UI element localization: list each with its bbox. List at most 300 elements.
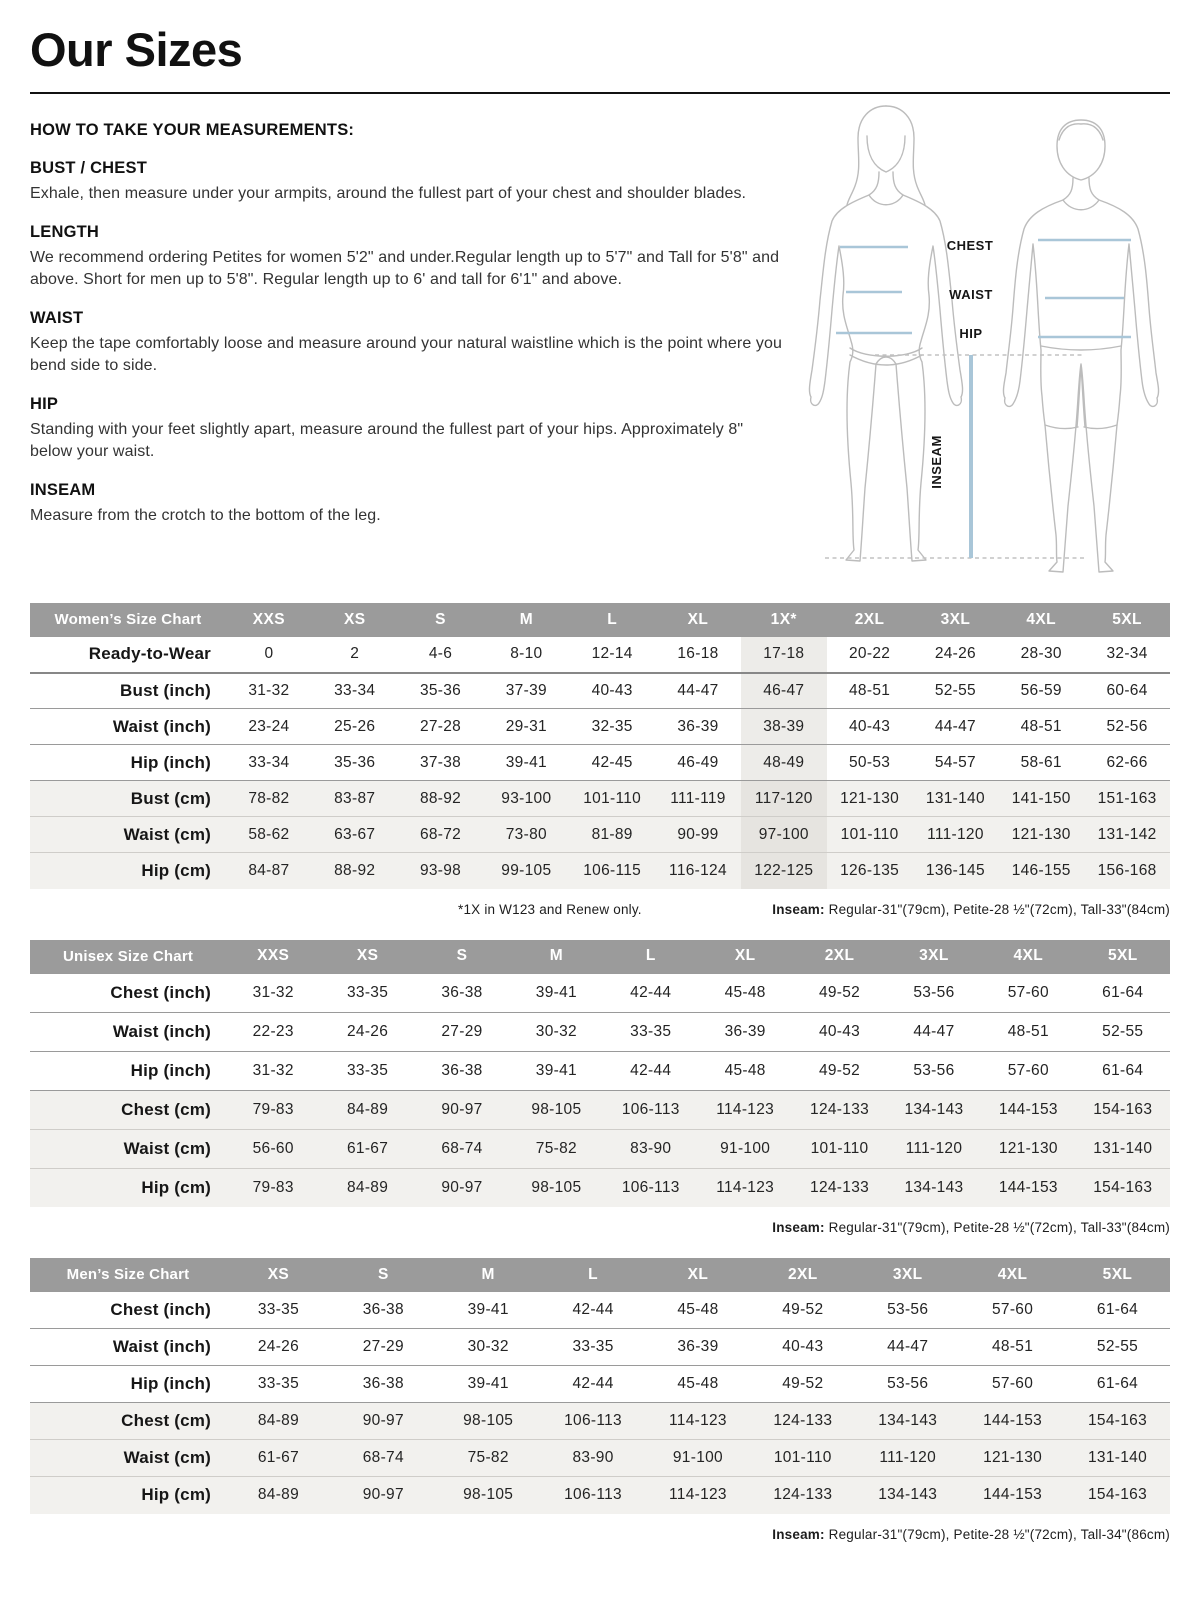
row-label: Hip (inch) — [130, 1374, 211, 1393]
size-guide-page — [0, 22, 1200, 1542]
column-header: XXS — [226, 940, 320, 974]
size-cell: 42-45 — [591, 753, 633, 771]
size-cell: 121-130 — [983, 1449, 1043, 1466]
size-cell: 44-47 — [677, 681, 719, 699]
chart-header-row — [30, 1258, 1170, 1292]
column-header: M — [436, 1258, 541, 1292]
size-cell: 90-99 — [677, 825, 719, 843]
size-cell: 98-105 — [463, 1486, 514, 1504]
size-cell: 33-35 — [257, 1375, 300, 1392]
size-cell: 88-92 — [334, 861, 376, 879]
size-cell: 31-32 — [252, 1061, 294, 1079]
column-header: 2XL — [827, 603, 913, 637]
size-cell: 56-59 — [1020, 681, 1062, 699]
size-cell: 36-38 — [441, 983, 483, 1001]
instruction-waist — [30, 309, 782, 376]
row-label: Bust (cm) — [130, 788, 211, 808]
size-cell: 4-6 — [428, 645, 453, 663]
size-cell: 36-38 — [362, 1375, 404, 1392]
size-cell: 124-133 — [773, 1412, 833, 1429]
size-cell: 52-55 — [934, 681, 976, 699]
instruction-hip — [30, 395, 782, 462]
size-cell: 91-100 — [720, 1139, 771, 1157]
row-label: Ready-to-Wear — [88, 644, 211, 664]
size-cell: 83-90 — [572, 1449, 614, 1466]
column-header: 5XL — [1076, 940, 1170, 974]
row-label: Waist (cm) — [123, 824, 211, 844]
column-header: XS — [226, 1258, 331, 1292]
column-header: 4XL — [960, 1258, 1065, 1292]
size-cell: 91-100 — [672, 1449, 723, 1466]
size-cell: 33-35 — [257, 1301, 300, 1318]
size-cell: 48-51 — [1007, 1022, 1049, 1040]
size-cell: 31-32 — [248, 681, 290, 699]
inseam-footnote: Inseam: Regular-31"(79cm), Petite-28 ½"(72cm), Tall-33"(84cm) — [772, 901, 1170, 917]
size-cell: 52-56 — [1106, 717, 1148, 735]
inseam-label: INSEAM — [929, 435, 944, 489]
size-cell: 40-43 — [591, 681, 633, 699]
size-cell: 44-47 — [913, 1022, 955, 1040]
column-header: XL — [698, 940, 792, 974]
instruction-text: We recommend ordering Petites for women 5'2" and under.Regular length up to 5'7" and Tall for 5'8" and above. Short for men up to 5'8". Regular length up to 6' and tall for 6'1" and above. — [30, 249, 780, 288]
size-cell: 144-153 — [983, 1486, 1043, 1504]
size-cell: 61-64 — [1102, 1061, 1144, 1079]
column-header: 3XL — [855, 1258, 960, 1292]
column-header: 2XL — [792, 940, 886, 974]
size-cell: 68-72 — [419, 825, 462, 843]
row-label: Chest (inch) — [110, 1300, 211, 1319]
size-cell: 8-10 — [510, 645, 543, 663]
column-header: 5XL — [1065, 1258, 1170, 1292]
size-cell: 79-83 — [252, 1100, 294, 1118]
size-cell: 61-64 — [1102, 983, 1144, 1001]
size-cell: 45-48 — [677, 1375, 719, 1392]
unisex-size-chart — [30, 940, 1170, 1236]
size-cell: 44-47 — [934, 717, 976, 735]
size-cell: 111-120 — [905, 1139, 963, 1157]
size-cell: 16-18 — [677, 645, 719, 663]
size-cell: 124-133 — [773, 1486, 833, 1504]
instructions-heading: HOW TO TAKE YOUR MEASUREMENTS: — [30, 121, 355, 139]
size-cell: 57-60 — [991, 1375, 1034, 1392]
size-cell: 37-38 — [419, 753, 462, 771]
size-cell: 101-110 — [773, 1449, 832, 1466]
size-cell: 49-52 — [818, 1061, 861, 1079]
size-cell: 83-90 — [630, 1139, 672, 1157]
size-cell: 48-51 — [1020, 717, 1062, 735]
page-title: Our Sizes — [30, 23, 243, 76]
size-cell: 106-113 — [621, 1100, 680, 1118]
size-cell: 58-62 — [248, 825, 290, 843]
column-header: 3XL — [913, 603, 999, 637]
size-cell: 111-119 — [670, 789, 726, 807]
unisex-table — [30, 940, 1170, 1208]
instruction-text: Keep the tape comfortably loose and measure around your natural waistline which is the point where you bend side to side. — [30, 335, 782, 374]
size-cell: 48-51 — [991, 1338, 1034, 1355]
size-cell: 106-113 — [564, 1412, 622, 1429]
size-cell: 25-26 — [334, 717, 376, 735]
table-row — [30, 973, 1170, 1012]
size-cell: 33-35 — [630, 1022, 672, 1040]
table-row — [30, 1403, 1170, 1440]
size-cell: 84-89 — [347, 1178, 389, 1196]
size-cell: 40-43 — [782, 1338, 824, 1355]
size-cell: 146-155 — [1011, 861, 1071, 879]
table-row — [30, 853, 1170, 889]
size-cell: 144-153 — [998, 1178, 1058, 1196]
size-cell: 68-74 — [362, 1449, 404, 1466]
size-cell: 90-97 — [441, 1100, 483, 1118]
row-label: Waist (cm) — [123, 1448, 211, 1467]
hip-label: HIP — [959, 326, 983, 341]
column-header: 3XL — [887, 940, 981, 974]
size-cell: 114-123 — [716, 1178, 775, 1196]
column-header: XL — [646, 1258, 751, 1292]
measurement-instructions — [30, 94, 782, 580]
mens-size-chart — [30, 1258, 1170, 1542]
size-cell: 33-35 — [347, 983, 389, 1001]
size-cell: 48-49 — [741, 745, 827, 781]
size-cell: 20-22 — [849, 645, 891, 663]
size-cell: 57-60 — [991, 1301, 1034, 1318]
size-cell: 84-89 — [257, 1412, 300, 1429]
column-header: L — [569, 603, 655, 637]
size-cell: 97-100 — [741, 817, 827, 853]
column-header: 1X* — [741, 603, 827, 637]
size-cell: 98-105 — [531, 1100, 582, 1118]
size-cell: 35-36 — [334, 753, 376, 771]
column-header: 5XL — [1084, 603, 1170, 637]
table-row — [30, 1366, 1170, 1403]
size-cell: 144-153 — [983, 1412, 1043, 1429]
instruction-text: Exhale, then measure under your armpits, around the fullest part of your chest and shoulder blades. — [30, 185, 747, 202]
size-cell: 117-120 — [741, 781, 827, 817]
size-cell: 114-123 — [716, 1100, 775, 1118]
size-cell: 39-41 — [535, 1061, 577, 1079]
size-cell: 131-142 — [1097, 825, 1157, 843]
row-label: Bust (inch) — [120, 680, 211, 700]
instruction-length — [30, 223, 782, 290]
size-cell: 24-26 — [257, 1338, 300, 1355]
instruction-title: WAIST — [30, 309, 84, 328]
inseam-footnote: Inseam: Regular-31"(79cm), Petite-28 ½"(72cm), Tall-34"(86cm) — [772, 1526, 1170, 1542]
size-cell: 154-163 — [1088, 1412, 1147, 1429]
size-cell: 35-36 — [419, 681, 462, 699]
size-cell: 36-38 — [362, 1301, 404, 1318]
size-cell: 61-64 — [1096, 1301, 1139, 1318]
row-label: Chest (cm) — [121, 1099, 211, 1119]
row-label: Waist (inch) — [112, 1021, 211, 1041]
size-cell: 60-64 — [1106, 681, 1148, 699]
size-cell: 42-44 — [630, 1061, 672, 1079]
column-header: L — [541, 1258, 646, 1292]
unisex-footnote — [30, 1220, 1170, 1235]
size-cell: 49-52 — [782, 1375, 824, 1392]
male-figure — [1003, 120, 1158, 572]
size-cell: 134-143 — [904, 1178, 964, 1196]
size-cell: 36-39 — [724, 1022, 766, 1040]
size-cell: 124-133 — [810, 1100, 870, 1118]
size-cell: 27-29 — [441, 1022, 483, 1040]
size-cell: 2 — [350, 645, 360, 663]
size-cell: 52-55 — [1102, 1022, 1144, 1040]
size-cell: 106-113 — [621, 1178, 680, 1196]
size-cell: 48-51 — [849, 681, 891, 699]
size-cell: 93-100 — [501, 789, 552, 807]
size-cell: 73-80 — [505, 825, 547, 843]
chart-title: Unisex Size Chart — [30, 940, 226, 974]
size-cell: 134-143 — [878, 1486, 938, 1504]
size-cell: 154-163 — [1093, 1100, 1153, 1118]
size-cell: 131-140 — [925, 789, 985, 807]
column-header: 4XL — [981, 940, 1075, 974]
chart-title: Men’s Size Chart — [30, 1258, 226, 1292]
size-cell: 46-47 — [741, 673, 827, 709]
size-cell: 0 — [264, 645, 274, 663]
instruction-title: BUST / CHEST — [30, 159, 147, 177]
footnote-note: *1X in W123 and Renew only. — [458, 901, 642, 917]
size-cell: 98-105 — [463, 1412, 514, 1429]
size-cell: 98-105 — [531, 1178, 582, 1196]
row-label: Waist (cm) — [123, 1138, 211, 1158]
size-cell: 124-133 — [810, 1178, 870, 1196]
column-header: XL — [655, 603, 741, 637]
size-cell: 111-120 — [927, 825, 984, 843]
row-label: Chest (cm) — [121, 1411, 211, 1430]
row-label: Chest (inch) — [110, 982, 211, 1002]
size-cell: 42-44 — [572, 1301, 614, 1318]
size-cell: 33-35 — [572, 1338, 614, 1355]
size-cell: 84-89 — [347, 1100, 389, 1118]
size-cell: 62-66 — [1106, 753, 1148, 771]
size-cell: 126-135 — [840, 861, 900, 879]
size-cell: 78-82 — [248, 789, 290, 807]
size-cell: 75-82 — [467, 1449, 509, 1466]
size-cell: 121-130 — [1011, 825, 1071, 843]
table-row — [30, 745, 1170, 781]
size-cell: 32-35 — [591, 717, 633, 735]
size-cell: 122-125 — [741, 853, 827, 889]
table-row — [30, 1129, 1170, 1168]
size-cell: 90-97 — [362, 1486, 404, 1504]
instruction-text: Measure from the crotch to the bottom of the leg. — [30, 507, 381, 525]
chest-label: CHEST — [946, 238, 994, 253]
size-cell: 154-163 — [1088, 1486, 1147, 1504]
size-cell: 79-83 — [252, 1178, 294, 1196]
size-cell: 61-64 — [1096, 1375, 1139, 1392]
column-header: S — [415, 940, 509, 974]
size-cell: 121-130 — [998, 1139, 1058, 1157]
size-cell: 50-53 — [849, 753, 891, 771]
table-row — [30, 1477, 1170, 1514]
table-row — [30, 673, 1170, 709]
size-cell: 33-34 — [334, 681, 376, 699]
row-label: Hip (inch) — [130, 752, 211, 772]
size-cell: 121-130 — [840, 789, 900, 807]
size-cell: 53-56 — [887, 1301, 929, 1318]
instruction-title: LENGTH — [30, 223, 100, 242]
chart-header-row — [30, 603, 1170, 637]
instruction-title: HIP — [30, 395, 59, 414]
size-cell: 36-39 — [677, 1338, 719, 1355]
size-cell: 54-57 — [934, 753, 976, 771]
size-cell: 37-39 — [505, 681, 547, 699]
table-row — [30, 781, 1170, 817]
size-cell: 136-145 — [925, 861, 985, 879]
size-cell: 106-113 — [564, 1486, 622, 1504]
row-label: Hip (inch) — [130, 1060, 211, 1080]
size-cell: 90-97 — [362, 1412, 404, 1429]
size-cell: 90-97 — [441, 1178, 483, 1196]
size-cell: 39-41 — [467, 1301, 509, 1318]
size-cell: 57-60 — [1007, 983, 1049, 1001]
size-cell: 23-24 — [248, 717, 290, 735]
body-diagram-svg — [786, 98, 1176, 580]
size-cell: 58-61 — [1020, 753, 1062, 771]
chart-header-row — [30, 940, 1170, 974]
mens-footnote — [30, 1527, 1170, 1542]
size-cell: 99-105 — [501, 861, 552, 879]
size-cell: 68-74 — [441, 1139, 483, 1157]
size-cell: 32-34 — [1106, 645, 1148, 663]
size-cell: 75-82 — [535, 1139, 577, 1157]
size-cell: 63-67 — [334, 825, 376, 843]
table-row — [30, 1051, 1170, 1090]
size-cell: 56-60 — [252, 1139, 294, 1157]
column-header: M — [483, 603, 569, 637]
size-cell: 116-124 — [669, 861, 727, 879]
size-cell: 45-48 — [724, 1061, 766, 1079]
size-cell: 134-143 — [904, 1100, 964, 1118]
size-cell: 101-110 — [583, 789, 642, 807]
column-header: XXS — [226, 603, 312, 637]
size-cell: 38-39 — [741, 709, 827, 745]
womens-size-chart — [30, 603, 1170, 917]
table-row — [30, 637, 1170, 673]
size-cell: 134-143 — [878, 1412, 938, 1429]
size-cell: 24-26 — [934, 645, 976, 663]
size-cell: 24-26 — [347, 1022, 389, 1040]
size-cell: 12-14 — [591, 645, 633, 663]
column-header: S — [331, 1258, 436, 1292]
column-header: XS — [320, 940, 414, 974]
row-label: Waist (inch) — [112, 1337, 211, 1356]
womens-table — [30, 603, 1170, 889]
row-label: Hip (cm) — [141, 860, 211, 880]
instruction-text: Standing with your feet slightly apart, measure around the fullest part of your hips. Approximately 8" below your waist. — [30, 421, 744, 460]
size-cell: 49-52 — [782, 1301, 824, 1318]
column-header: S — [398, 603, 484, 637]
size-cell: 33-35 — [347, 1061, 389, 1079]
instruction-bust-chest — [30, 159, 782, 204]
size-cell: 30-32 — [535, 1022, 577, 1040]
size-cell: 101-110 — [840, 825, 899, 843]
size-cell: 45-48 — [724, 983, 766, 1001]
womens-footnote — [30, 902, 1170, 917]
size-cell: 53-56 — [913, 983, 955, 1001]
size-cell: 27-29 — [362, 1338, 404, 1355]
size-cell: 111-120 — [879, 1449, 937, 1466]
size-cell: 33-34 — [248, 753, 290, 771]
table-row — [30, 1329, 1170, 1366]
size-cell: 27-28 — [419, 717, 462, 735]
size-cell: 17-18 — [741, 637, 827, 673]
table-row — [30, 1440, 1170, 1477]
size-cell: 61-67 — [257, 1449, 300, 1466]
instruction-title: INSEAM — [30, 481, 96, 500]
size-cell: 84-87 — [248, 861, 290, 879]
size-cell: 49-52 — [818, 983, 861, 1001]
row-label: Waist (inch) — [112, 716, 211, 736]
size-cell: 29-31 — [505, 717, 547, 735]
size-cell: 156-168 — [1097, 861, 1157, 879]
size-cell: 44-47 — [887, 1338, 929, 1355]
waist-label: WAIST — [949, 287, 993, 302]
size-cell: 53-56 — [887, 1375, 929, 1392]
size-cell: 101-110 — [810, 1139, 869, 1157]
size-cell: 36-39 — [677, 717, 719, 735]
size-cell: 52-55 — [1096, 1338, 1139, 1355]
size-cell: 39-41 — [535, 983, 577, 1001]
size-cell: 28-30 — [1020, 645, 1062, 663]
size-cell: 45-48 — [677, 1301, 719, 1318]
table-row — [30, 817, 1170, 853]
size-cell: 30-32 — [467, 1338, 509, 1355]
size-cell: 151-163 — [1097, 789, 1157, 807]
size-cell: 81-89 — [591, 825, 633, 843]
size-cell: 40-43 — [849, 717, 891, 735]
row-label: Hip (cm) — [141, 1485, 211, 1505]
instruction-inseam — [30, 481, 782, 526]
size-cell: 84-89 — [257, 1486, 300, 1504]
body-measurement-diagram — [782, 94, 1176, 580]
size-cell: 93-98 — [419, 861, 462, 879]
column-header: 2XL — [750, 1258, 855, 1292]
column-header: XS — [312, 603, 398, 637]
size-cell: 42-44 — [630, 983, 672, 1001]
size-cell: 61-67 — [347, 1139, 389, 1157]
mens-table — [30, 1258, 1170, 1514]
size-cell: 57-60 — [1007, 1061, 1049, 1079]
size-cell: 88-92 — [419, 789, 462, 807]
size-cell: 131-140 — [1088, 1449, 1147, 1466]
size-cell: 36-38 — [441, 1061, 483, 1079]
size-cell: 31-32 — [252, 983, 294, 1001]
size-cell: 131-140 — [1093, 1139, 1153, 1157]
size-cell: 46-49 — [677, 753, 719, 771]
size-cell: 144-153 — [998, 1100, 1058, 1118]
column-header: 4XL — [998, 603, 1084, 637]
size-cell: 114-123 — [669, 1412, 727, 1429]
size-cell: 154-163 — [1093, 1178, 1153, 1196]
size-cell: 39-41 — [467, 1375, 509, 1392]
row-label: Hip (cm) — [141, 1177, 211, 1197]
table-row — [30, 1292, 1170, 1329]
table-row — [30, 1090, 1170, 1129]
size-cell: 53-56 — [913, 1061, 955, 1079]
column-header: L — [604, 940, 698, 974]
size-cell: 39-41 — [505, 753, 547, 771]
size-cell: 22-23 — [252, 1022, 294, 1040]
size-cell: 40-43 — [818, 1022, 861, 1040]
chart-title: Women’s Size Chart — [30, 603, 226, 637]
charts-container — [30, 603, 1170, 1542]
table-row — [30, 709, 1170, 745]
intro-row — [30, 94, 1170, 580]
column-header: M — [509, 940, 603, 974]
size-cell: 42-44 — [572, 1375, 614, 1392]
table-row — [30, 1012, 1170, 1051]
